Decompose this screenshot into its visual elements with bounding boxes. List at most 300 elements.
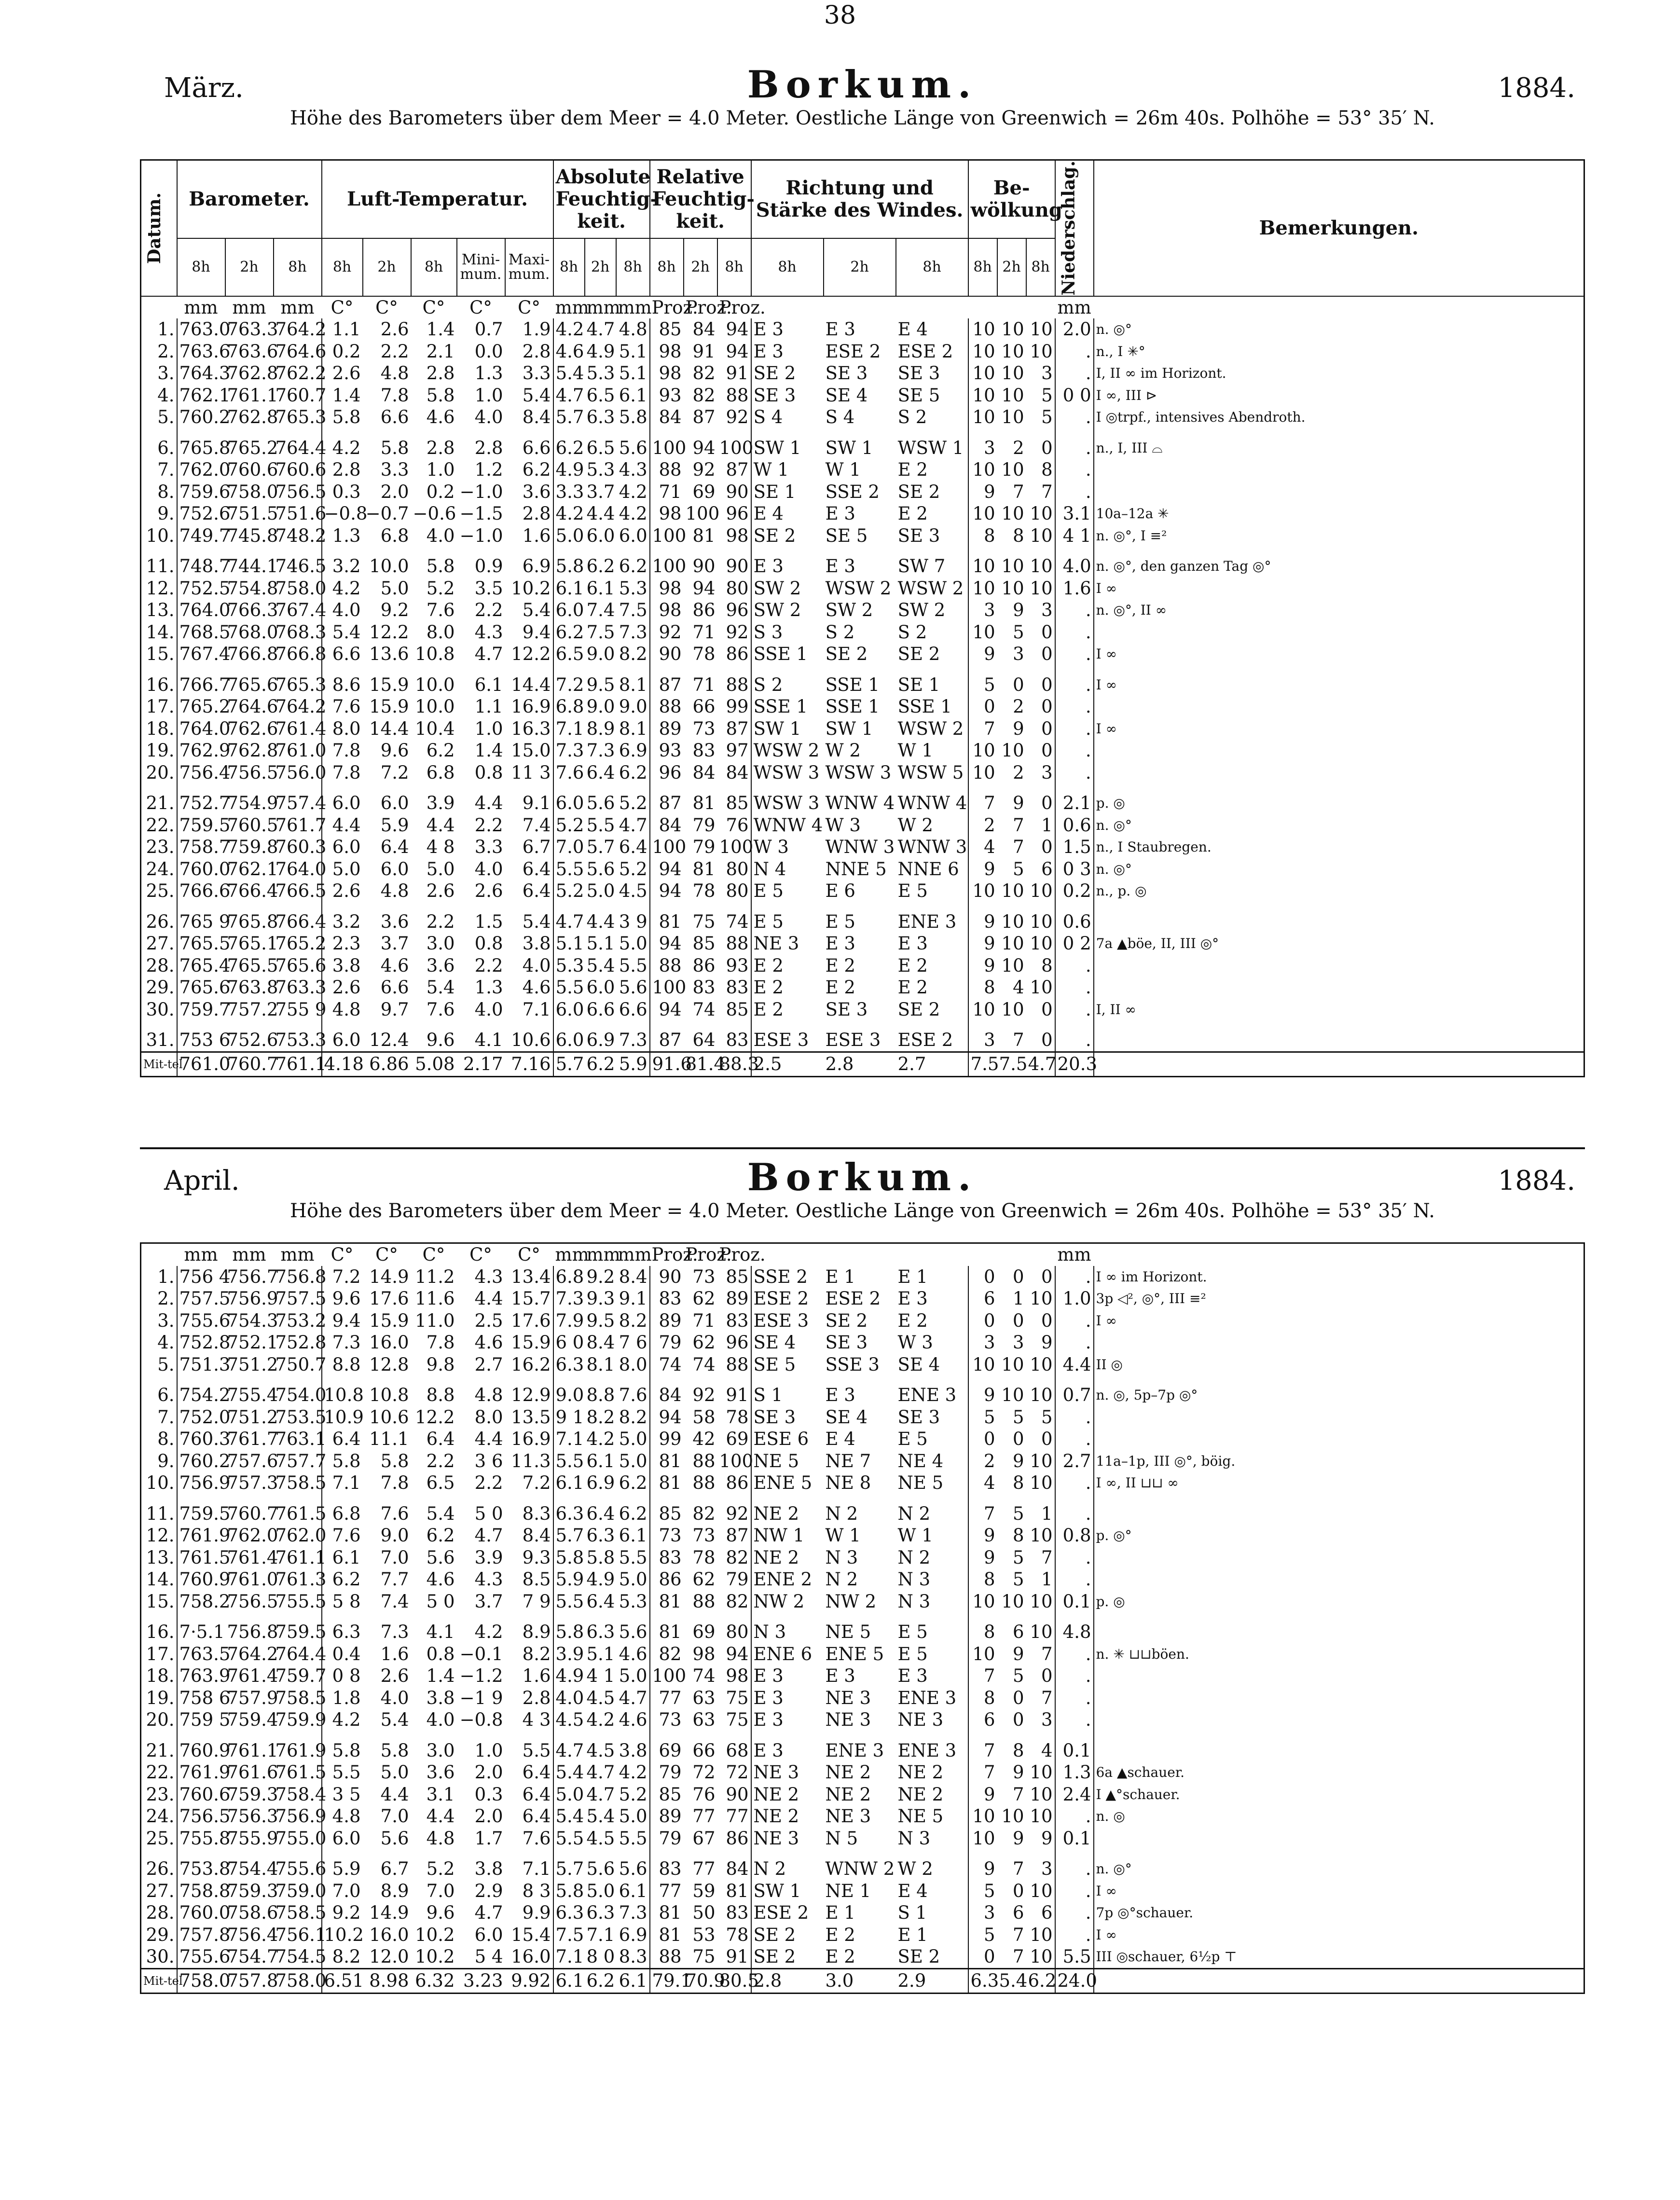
table-cell: 6.4 — [505, 1761, 553, 1784]
table-cell: 10 — [1001, 1591, 1024, 1612]
table-cell: 765.2 — [177, 696, 225, 718]
table-cell: 27. — [146, 1880, 175, 1901]
table-cell: 4.4 — [474, 793, 503, 814]
table-cell: 757.5 — [177, 1288, 225, 1310]
table-cell: 10 — [1026, 1784, 1055, 1806]
table-cell: n. ◎, 5p–7p ◎° — [1096, 1387, 1198, 1403]
table-cell: . — [1055, 1687, 1094, 1709]
hour-label: 2h — [824, 238, 896, 296]
table-cell: E 5 — [896, 880, 968, 902]
table-cell: 10 — [972, 363, 995, 384]
table-cell: 5.9 — [380, 814, 409, 836]
table-cell: . — [1055, 740, 1094, 762]
table-cell: 86 — [717, 643, 751, 665]
rel-humidity-header: Relative Feuchtig-keit. — [650, 160, 751, 239]
table-cell: 764.3 — [177, 362, 225, 385]
table-cell: 7.1 — [586, 1924, 615, 1945]
table-row — [141, 1547, 1584, 1569]
table-cell: I ◎trpf., intensives Abendroth. — [1096, 409, 1306, 426]
table-cell: 757.2 — [227, 999, 278, 1020]
table-cell: 755.6 — [177, 1310, 225, 1332]
table-cell: 0 — [984, 696, 995, 717]
table-cell: 9.0 — [616, 696, 650, 718]
hour-label: 8h — [896, 238, 968, 296]
table-cell: n. ◎° — [1096, 1861, 1132, 1877]
table-cell: 8.2 — [586, 1406, 615, 1428]
table-cell: 4.8 — [332, 1806, 361, 1827]
table-cell: E 2 — [896, 955, 968, 977]
table-cell: SW 2 — [896, 599, 968, 621]
table-cell: 96 — [717, 503, 751, 525]
table-cell: 0.2 — [1055, 880, 1094, 902]
table-cell: 59 — [692, 1880, 716, 1901]
abs-humidity-header: Absolute Feuchtig-keit. — [553, 160, 650, 239]
mean-cell: 79.1 — [650, 1968, 684, 1993]
table-cell: 5 — [1013, 858, 1024, 880]
table-cell: E 3 — [753, 556, 784, 577]
table-cell: 10 — [1001, 880, 1024, 902]
table-cell: 98 — [659, 600, 682, 621]
table-cell: 3.8 — [332, 955, 361, 976]
table-cell: 7.3 — [616, 621, 650, 644]
march-data — [141, 296, 1584, 1077]
table-cell: 2.2 — [380, 341, 409, 362]
table-cell: 0 — [1026, 836, 1055, 858]
mean-cell: 8.98 — [363, 1968, 411, 1993]
table-cell: . — [1055, 599, 1094, 621]
table-cell: 3p ◁², ◎°, III ≡² — [1096, 1291, 1206, 1306]
table-row — [141, 858, 1584, 880]
table-cell: 79 — [717, 1568, 751, 1591]
table-cell: 0 — [983, 1310, 995, 1331]
table-cell: 762.8 — [227, 363, 278, 384]
table-cell: 80 — [717, 1612, 751, 1643]
table-cell: 6.2 — [426, 740, 455, 761]
table-cell: 3 — [1012, 1332, 1024, 1353]
table-cell: 763.9 — [177, 1665, 225, 1687]
table-cell: 11.2 — [415, 1266, 455, 1287]
table-cell: 755.0 — [274, 1828, 322, 1850]
table-cell: 81 — [659, 1902, 682, 1923]
table-cell: 9.4 — [505, 621, 553, 644]
table-cell: 88 — [659, 459, 682, 481]
table-row — [141, 318, 1584, 341]
table-cell: . — [1055, 1849, 1094, 1880]
table-cell: 5.4 — [332, 621, 361, 643]
table-cell: I ∞, III ⊳ — [1096, 387, 1157, 403]
mean-cell: 6.2 — [585, 1052, 616, 1076]
table-cell: 5.8 — [332, 1740, 361, 1761]
table-cell: 88 — [659, 1946, 682, 1967]
table-cell: 5.5 — [616, 1828, 650, 1850]
table-cell: SE 3 — [896, 362, 968, 385]
table-cell: 5 — [983, 1406, 995, 1428]
table-cell: 2.2 — [474, 814, 503, 836]
table-cell: . — [1055, 1472, 1094, 1494]
table-cell: 7.3 — [555, 740, 584, 761]
table-cell: 7 — [983, 1665, 995, 1686]
table-cell: 10 — [1001, 1385, 1024, 1405]
table-row — [141, 1924, 1584, 1946]
table-cell: n. ◎°, I ≡² — [1096, 527, 1167, 544]
mean-cell: 6.2 — [585, 1968, 616, 1993]
table-cell: 761.7 — [274, 814, 322, 837]
table-cell: 88 — [717, 385, 751, 407]
table-cell: 7.3 — [380, 1622, 409, 1642]
table-cell: 7.8 — [332, 762, 361, 783]
table-cell: 79 — [659, 1762, 682, 1783]
table-row — [141, 902, 1584, 933]
table-cell: SE 2 — [896, 481, 968, 503]
table-cell: 94 — [717, 318, 751, 341]
table-cell: 6.4 — [586, 1503, 615, 1524]
table-cell: 765.1 — [227, 933, 278, 954]
table-cell: 1.4 — [332, 385, 361, 406]
march-section — [140, 63, 1585, 1077]
table-cell: 3.2 — [332, 556, 361, 577]
table-cell: 13.4 — [505, 1266, 553, 1288]
table-cell: 13.6 — [369, 644, 409, 665]
table-cell: 71 — [692, 621, 716, 643]
table-cell: 5.8 — [555, 556, 584, 577]
mean-cell: 3.23 — [457, 1968, 505, 1993]
table-cell: −0.7 — [365, 503, 409, 524]
table-cell: 12.2 — [369, 621, 409, 643]
mean-row — [141, 1052, 1584, 1076]
table-cell: 6.1 — [586, 1450, 615, 1471]
table-cell: 0.4 — [332, 1643, 361, 1664]
table-cell: E 4 — [753, 503, 784, 524]
table-cell: 15. — [146, 644, 175, 665]
precip-header: Niederschlag. — [1055, 160, 1094, 296]
table-cell: 5.1 — [586, 1643, 615, 1664]
table-cell: 760.6 — [274, 459, 322, 481]
table-cell: 765.3 — [274, 406, 322, 428]
mean-cell: 2.7 — [896, 1052, 968, 1076]
table-cell: 752.1 — [227, 1332, 278, 1353]
table-cell: I ∞ — [1096, 580, 1117, 596]
table-cell: E 3 — [753, 1687, 784, 1708]
table-cell: I, II ∞ — [1096, 1001, 1136, 1018]
table-cell: ENE 3 — [896, 902, 968, 933]
table-cell: 14.4 — [369, 718, 409, 739]
table-cell: 83 — [717, 976, 751, 999]
table-cell: 6.4 — [426, 1429, 455, 1449]
table-cell: 5.0 — [616, 1450, 650, 1472]
table-cell: 767.4 — [177, 643, 225, 665]
table-cell: 1.2 — [474, 459, 503, 481]
table-cell: 760.0 — [177, 858, 225, 880]
table-cell — [1094, 1428, 1584, 1450]
table-cell: 82 — [717, 1591, 751, 1613]
table-cell: 5.2 — [616, 784, 650, 814]
table-cell: 4.2 — [616, 1761, 650, 1784]
table-cell: 5.5 — [555, 858, 584, 880]
table-cell: 752.6 — [177, 503, 225, 525]
table-cell: 4.5 — [616, 880, 650, 902]
table-cell: 2.1 — [1055, 784, 1094, 814]
table-cell: NE 2 — [896, 1761, 968, 1784]
table-cell: 7 — [1026, 481, 1055, 503]
table-cell: 759.3 — [227, 1784, 278, 1805]
table-row — [141, 406, 1584, 428]
table-cell: 6.1 — [616, 385, 650, 407]
table-cell: ESE 6 — [753, 1429, 809, 1449]
table-cell: 759.8 — [227, 837, 278, 858]
table-cell: E 3 — [896, 1665, 968, 1687]
table-cell: 10 — [1001, 407, 1024, 428]
table-cell: 6.8 — [555, 696, 584, 717]
table-cell: 2.5 — [474, 1310, 503, 1331]
table-cell: 9 — [983, 1858, 995, 1879]
table-cell: 5.4 — [505, 599, 553, 621]
table-row — [141, 1880, 1584, 1902]
table-cell: 4.6 — [616, 1643, 650, 1665]
table-cell — [1094, 1020, 1584, 1052]
table-cell: 760.6 — [177, 1784, 225, 1806]
table-cell: 0 — [1026, 740, 1055, 762]
table-cell: 755.5 — [274, 1591, 322, 1613]
table-cell: 6.0 — [380, 858, 409, 880]
table-cell: 761.9 — [177, 1525, 225, 1547]
table-cell: 5.0 — [616, 1805, 650, 1828]
table-cell: 84 — [692, 762, 716, 783]
table-cell: 5 — [1026, 406, 1055, 428]
table-cell: 7.2 — [505, 1472, 553, 1494]
april-data — [141, 1243, 1584, 1994]
table-cell: 0.8 — [474, 933, 503, 954]
table-row — [141, 999, 1584, 1021]
table-cell: 58 — [692, 1406, 716, 1428]
table-cell: 11.6 — [415, 1288, 455, 1309]
table-row — [141, 933, 1584, 955]
table-cell: 4.7 — [555, 1740, 584, 1761]
table-cell: 100 — [652, 525, 687, 546]
table-cell: 5 — [983, 1880, 995, 1901]
table-cell: 0.6 — [1055, 902, 1094, 933]
table-cell: 81 — [717, 1880, 751, 1902]
table-cell: S 2 — [896, 621, 968, 644]
table-cell: 5.0 — [555, 1784, 584, 1805]
table-cell: 10 — [1026, 1880, 1055, 1902]
table-cell: 10 — [1001, 459, 1024, 481]
table-cell: 21. — [146, 793, 175, 814]
table-cell: 9 — [1012, 1828, 1024, 1849]
table-cell: −0.6 — [413, 503, 456, 524]
table-cell: 77 — [659, 1687, 682, 1708]
table-cell: 5.6 — [616, 976, 650, 999]
table-cell: W 1 — [753, 459, 789, 481]
table-cell: W 3 — [825, 814, 861, 836]
table-cell: 96 — [717, 1332, 751, 1354]
table-cell: 82 — [692, 385, 716, 406]
table-cell: 92 — [692, 459, 716, 481]
table-cell: 757.6 — [227, 1450, 278, 1471]
unit-label: Proz. — [651, 297, 698, 318]
table-cell: 2.2 — [474, 1472, 503, 1493]
table-cell: 10 — [972, 740, 995, 761]
table-cell: 762.9 — [177, 740, 225, 762]
unit-row — [141, 296, 1584, 319]
table-cell: 764.6 — [227, 696, 278, 717]
table-cell — [1094, 902, 1584, 933]
table-cell: W 1 — [825, 459, 861, 481]
table-cell: NE 8 — [825, 1472, 871, 1493]
table-cell: −1.2 — [459, 1665, 503, 1686]
table-cell: 3.6 — [426, 955, 455, 976]
table-cell: 7 — [1026, 1687, 1055, 1709]
table-cell: 0 — [1026, 1428, 1055, 1450]
table-cell: 3.3 — [380, 459, 409, 481]
table-cell: 8 0 — [586, 1946, 615, 1967]
station-title: Borkum. — [747, 1155, 978, 1199]
table-cell: 10 — [1026, 1375, 1055, 1406]
table-cell: 6.8 — [380, 525, 409, 546]
table-cell: 6.6 — [332, 644, 361, 665]
table-cell: 3 — [1026, 599, 1055, 621]
table-cell: WNW 4 — [753, 814, 823, 836]
table-cell: 4.7 — [586, 1784, 615, 1805]
table-cell: 758 6 — [177, 1687, 225, 1709]
table-cell: 4.6 — [505, 976, 553, 999]
table-cell: 0 — [1012, 1266, 1024, 1287]
table-cell: 5 — [1012, 1547, 1024, 1568]
table-cell: 10 — [1001, 999, 1024, 1020]
table-cell: 5.8 — [380, 437, 409, 458]
table-cell: 62 — [692, 1332, 716, 1353]
hour-label: 2h — [363, 238, 411, 296]
table-cell: 0 — [983, 1429, 995, 1449]
table-cell: 756.9 — [274, 1805, 322, 1828]
table-cell: 8 — [1013, 525, 1024, 546]
table-cell: 12.4 — [369, 1030, 409, 1051]
table-cell: 7 — [1013, 814, 1024, 836]
table-cell: 2.7 — [474, 1354, 503, 1375]
table-cell: E 2 — [896, 1310, 968, 1332]
table-cell: NE 2 — [753, 1784, 799, 1805]
table-cell: 10 — [1026, 1525, 1055, 1547]
table-cell: 10.0 — [415, 674, 455, 695]
table-cell — [1094, 1547, 1584, 1569]
table-cell: 5. — [157, 1354, 175, 1375]
table-cell: 100 — [717, 428, 751, 459]
table-cell: SE 2 — [896, 643, 968, 665]
table-cell: 73 — [692, 1525, 716, 1546]
table-cell: 7.0 — [380, 1806, 409, 1827]
table-cell: 75 — [717, 1687, 751, 1709]
table-cell: 4.7 — [616, 1687, 650, 1709]
table-cell: N 2 — [753, 1858, 786, 1879]
table-cell: 4.9 — [586, 341, 615, 362]
table-cell: 6.4 — [586, 1591, 615, 1612]
table-cell: 6.4 — [616, 836, 650, 858]
table-cell: 6.5 — [586, 385, 615, 406]
table-cell: 2 — [1013, 437, 1024, 458]
table-cell: 5.9 — [332, 1858, 361, 1879]
table-cell: 8.2 — [505, 1643, 553, 1665]
table-cell: 6.3 — [586, 1525, 615, 1546]
table-cell: 10.4 — [415, 718, 455, 739]
table-row — [141, 362, 1584, 385]
table-cell: NE 3 — [753, 933, 799, 954]
table-cell: 766.4 — [274, 902, 322, 933]
table-cell: 5 4 — [474, 1946, 503, 1967]
table-cell: 10 — [1001, 556, 1024, 577]
table-cell: 6.5 — [426, 1472, 455, 1493]
table-cell: 89 — [717, 1288, 751, 1310]
table-cell: W 3 — [896, 1332, 968, 1354]
table-cell: 99 — [659, 1429, 682, 1449]
table-cell: 10.9 — [324, 1406, 364, 1428]
table-cell: 85 — [717, 1266, 751, 1288]
table-cell: 763.6 — [227, 341, 278, 362]
table-cell: 83 — [717, 1020, 751, 1052]
table-cell: 2.8 — [505, 1687, 553, 1709]
table-cell: 6.0 — [586, 977, 615, 998]
table-cell: 9.1 — [616, 1288, 650, 1310]
table-cell: 26. — [146, 1858, 175, 1879]
table-cell: . — [1055, 1547, 1094, 1569]
table-cell: 7 — [1026, 1547, 1055, 1569]
unit-label: mm — [586, 297, 620, 318]
table-cell: 6.0 — [555, 793, 584, 814]
table-cell: 5.6 — [380, 1828, 409, 1849]
table-cell: 10 — [1026, 902, 1055, 933]
table-cell: 15.0 — [505, 740, 553, 762]
table-cell: 3.9 — [555, 1643, 584, 1664]
table-cell: 4.1 — [426, 1622, 455, 1642]
table-cell: 6.3 — [555, 1354, 584, 1375]
table-cell: 74 — [692, 1665, 716, 1686]
mean-cell: 7.5 — [997, 1052, 1026, 1076]
table-cell: 90 — [717, 1784, 751, 1806]
table-cell: SSE 1 — [825, 674, 880, 695]
table-cell: WSW 2 — [753, 740, 820, 761]
table-cell: 9 — [1026, 1332, 1055, 1354]
table-cell: SE 2 — [753, 1924, 796, 1945]
table-cell: 10 — [972, 1354, 995, 1375]
table-cell: 10. — [146, 525, 175, 546]
table-cell: SW 7 — [896, 547, 968, 578]
table-cell: 0 — [1026, 784, 1055, 814]
table-cell: n., I ✳° — [1096, 343, 1145, 359]
table-cell: 3 — [983, 1332, 995, 1353]
table-cell: 9 — [983, 1784, 995, 1805]
table-cell: 761.5 — [177, 1547, 225, 1569]
table-cell: 765.5 — [177, 933, 225, 955]
table-cell: SE 4 — [896, 1354, 968, 1376]
table-cell: 16.9 — [505, 1428, 553, 1450]
table-cell: 78 — [717, 1924, 751, 1946]
table-cell: 92 — [717, 621, 751, 644]
table-cell: 5.5 — [616, 955, 650, 977]
mean-cell: 5.4 — [997, 1968, 1026, 1993]
table-cell: 11a–1p, III ◎°, böig. — [1096, 1453, 1236, 1469]
table-cell: . — [1055, 1332, 1094, 1354]
table-cell: 10 — [972, 762, 995, 783]
table-cell — [1094, 1709, 1584, 1731]
table-cell: p. ◎° — [1096, 1527, 1132, 1543]
table-row — [141, 1828, 1584, 1850]
table-cell: 17.6 — [505, 1310, 553, 1332]
table-cell: 88 — [692, 1472, 716, 1493]
table-cell: 16. — [146, 674, 175, 695]
table-cell: NE 2 — [753, 1547, 799, 1568]
table-cell: SW 2 — [825, 600, 873, 621]
hour-label: 2h — [997, 238, 1026, 296]
table-cell: E 3 — [753, 1709, 784, 1730]
table-cell: 15.9 — [505, 1332, 553, 1354]
